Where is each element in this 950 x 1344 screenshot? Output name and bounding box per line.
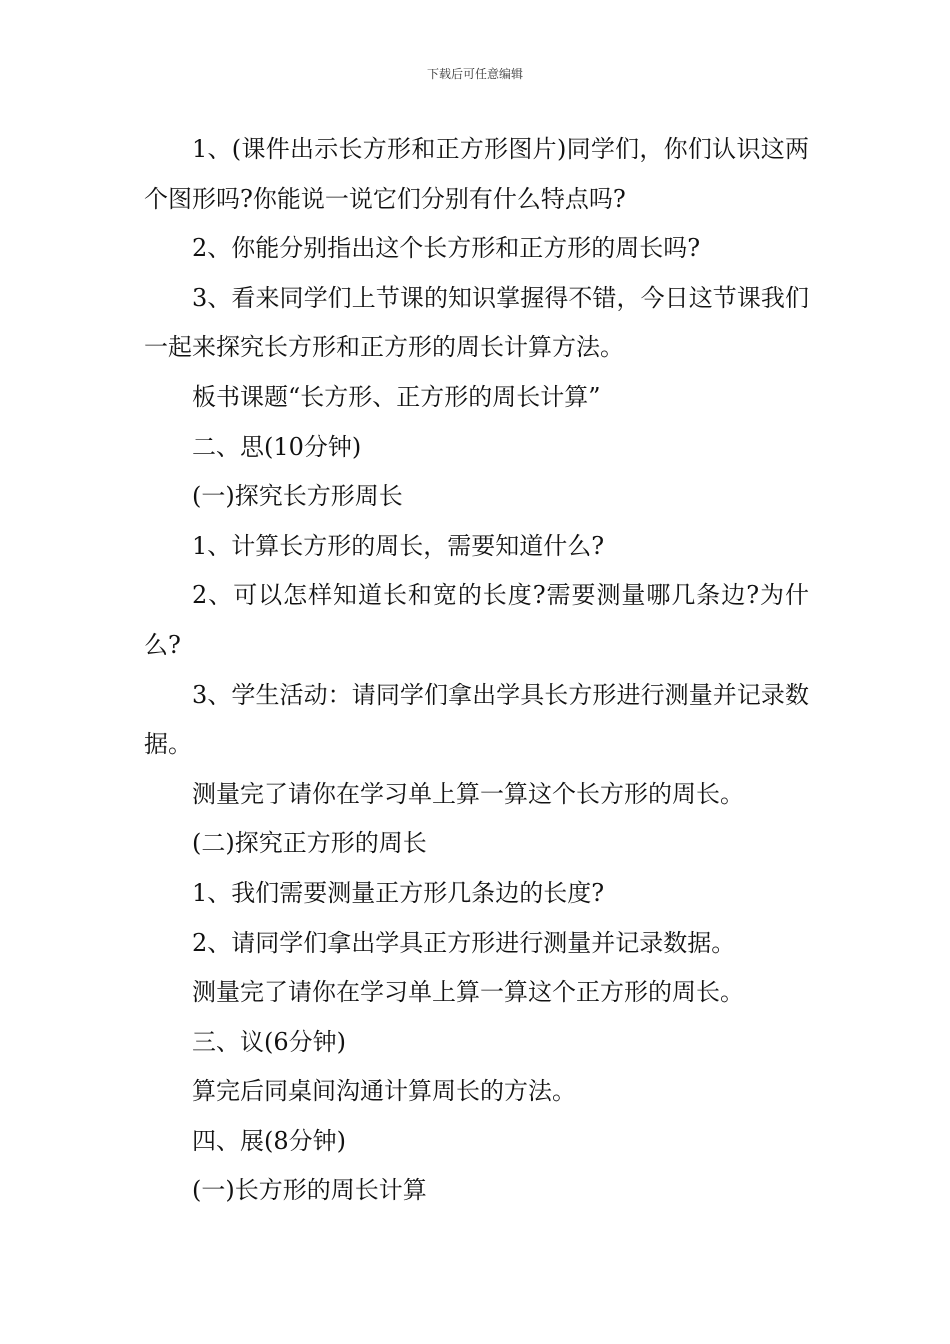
paragraph-2: 2、你能分别指出这个长方形和正方形的周长吗? <box>192 234 701 263</box>
section-heading-yi: 三、议(6分钟) <box>192 1027 346 1056</box>
subsection-heading-square: (二)探究正方形的周长 <box>192 829 427 858</box>
page-header: 下载后可任意编辑 <box>426 67 523 81</box>
paragraph-8: 2、可以怎样知道长和宽的长度?需要测量哪几条边?为什么? <box>144 581 809 659</box>
paragraph-14: 测量完了请你在学习单上算一算这个正方形的周长。 <box>192 978 744 1007</box>
paragraph-9: 3、学生活动：请同学们拿出学具长方形进行测量并记录数据。 <box>144 680 809 759</box>
paragraph-3: 3、看来同学们上节课的知识掌握得不错，今日这节课我们一起来探究长方形和正方形的周长计算方法。 <box>144 283 809 362</box>
section-heading-si: 二、思(10分钟) <box>192 432 362 461</box>
subsection-heading-rectangle: (一)探究长方形周长 <box>192 482 403 511</box>
paragraph-13: 2、请同学们拿出学具正方形进行测量并记录数据。 <box>192 928 736 957</box>
paragraph-7: 1、计算长方形的周长，需要知道什么? <box>192 531 605 560</box>
paragraph-16: 算完后同桌间沟通计算周长的方法。 <box>192 1077 576 1106</box>
paragraph-12: 1、我们需要测量正方形几条边的长度? <box>192 878 605 907</box>
document-body <box>144 125 809 1216</box>
paragraph-1: 1、(课件出示长方形和正方形图片)同学们，你们认识这两个图形吗?你能说一说它们分别有什么特点吗? <box>144 135 809 213</box>
paragraph-4: 板书课题“长方形、正方形的周长计算” <box>192 382 601 411</box>
paragraph-10: 测量完了请你在学习单上算一算这个长方形的周长。 <box>192 779 744 808</box>
section-heading-zhan: 四、展(8分钟) <box>192 1126 346 1155</box>
subsection-heading-rectangle-calc: (一)长方形的周长计算 <box>192 1176 427 1205</box>
